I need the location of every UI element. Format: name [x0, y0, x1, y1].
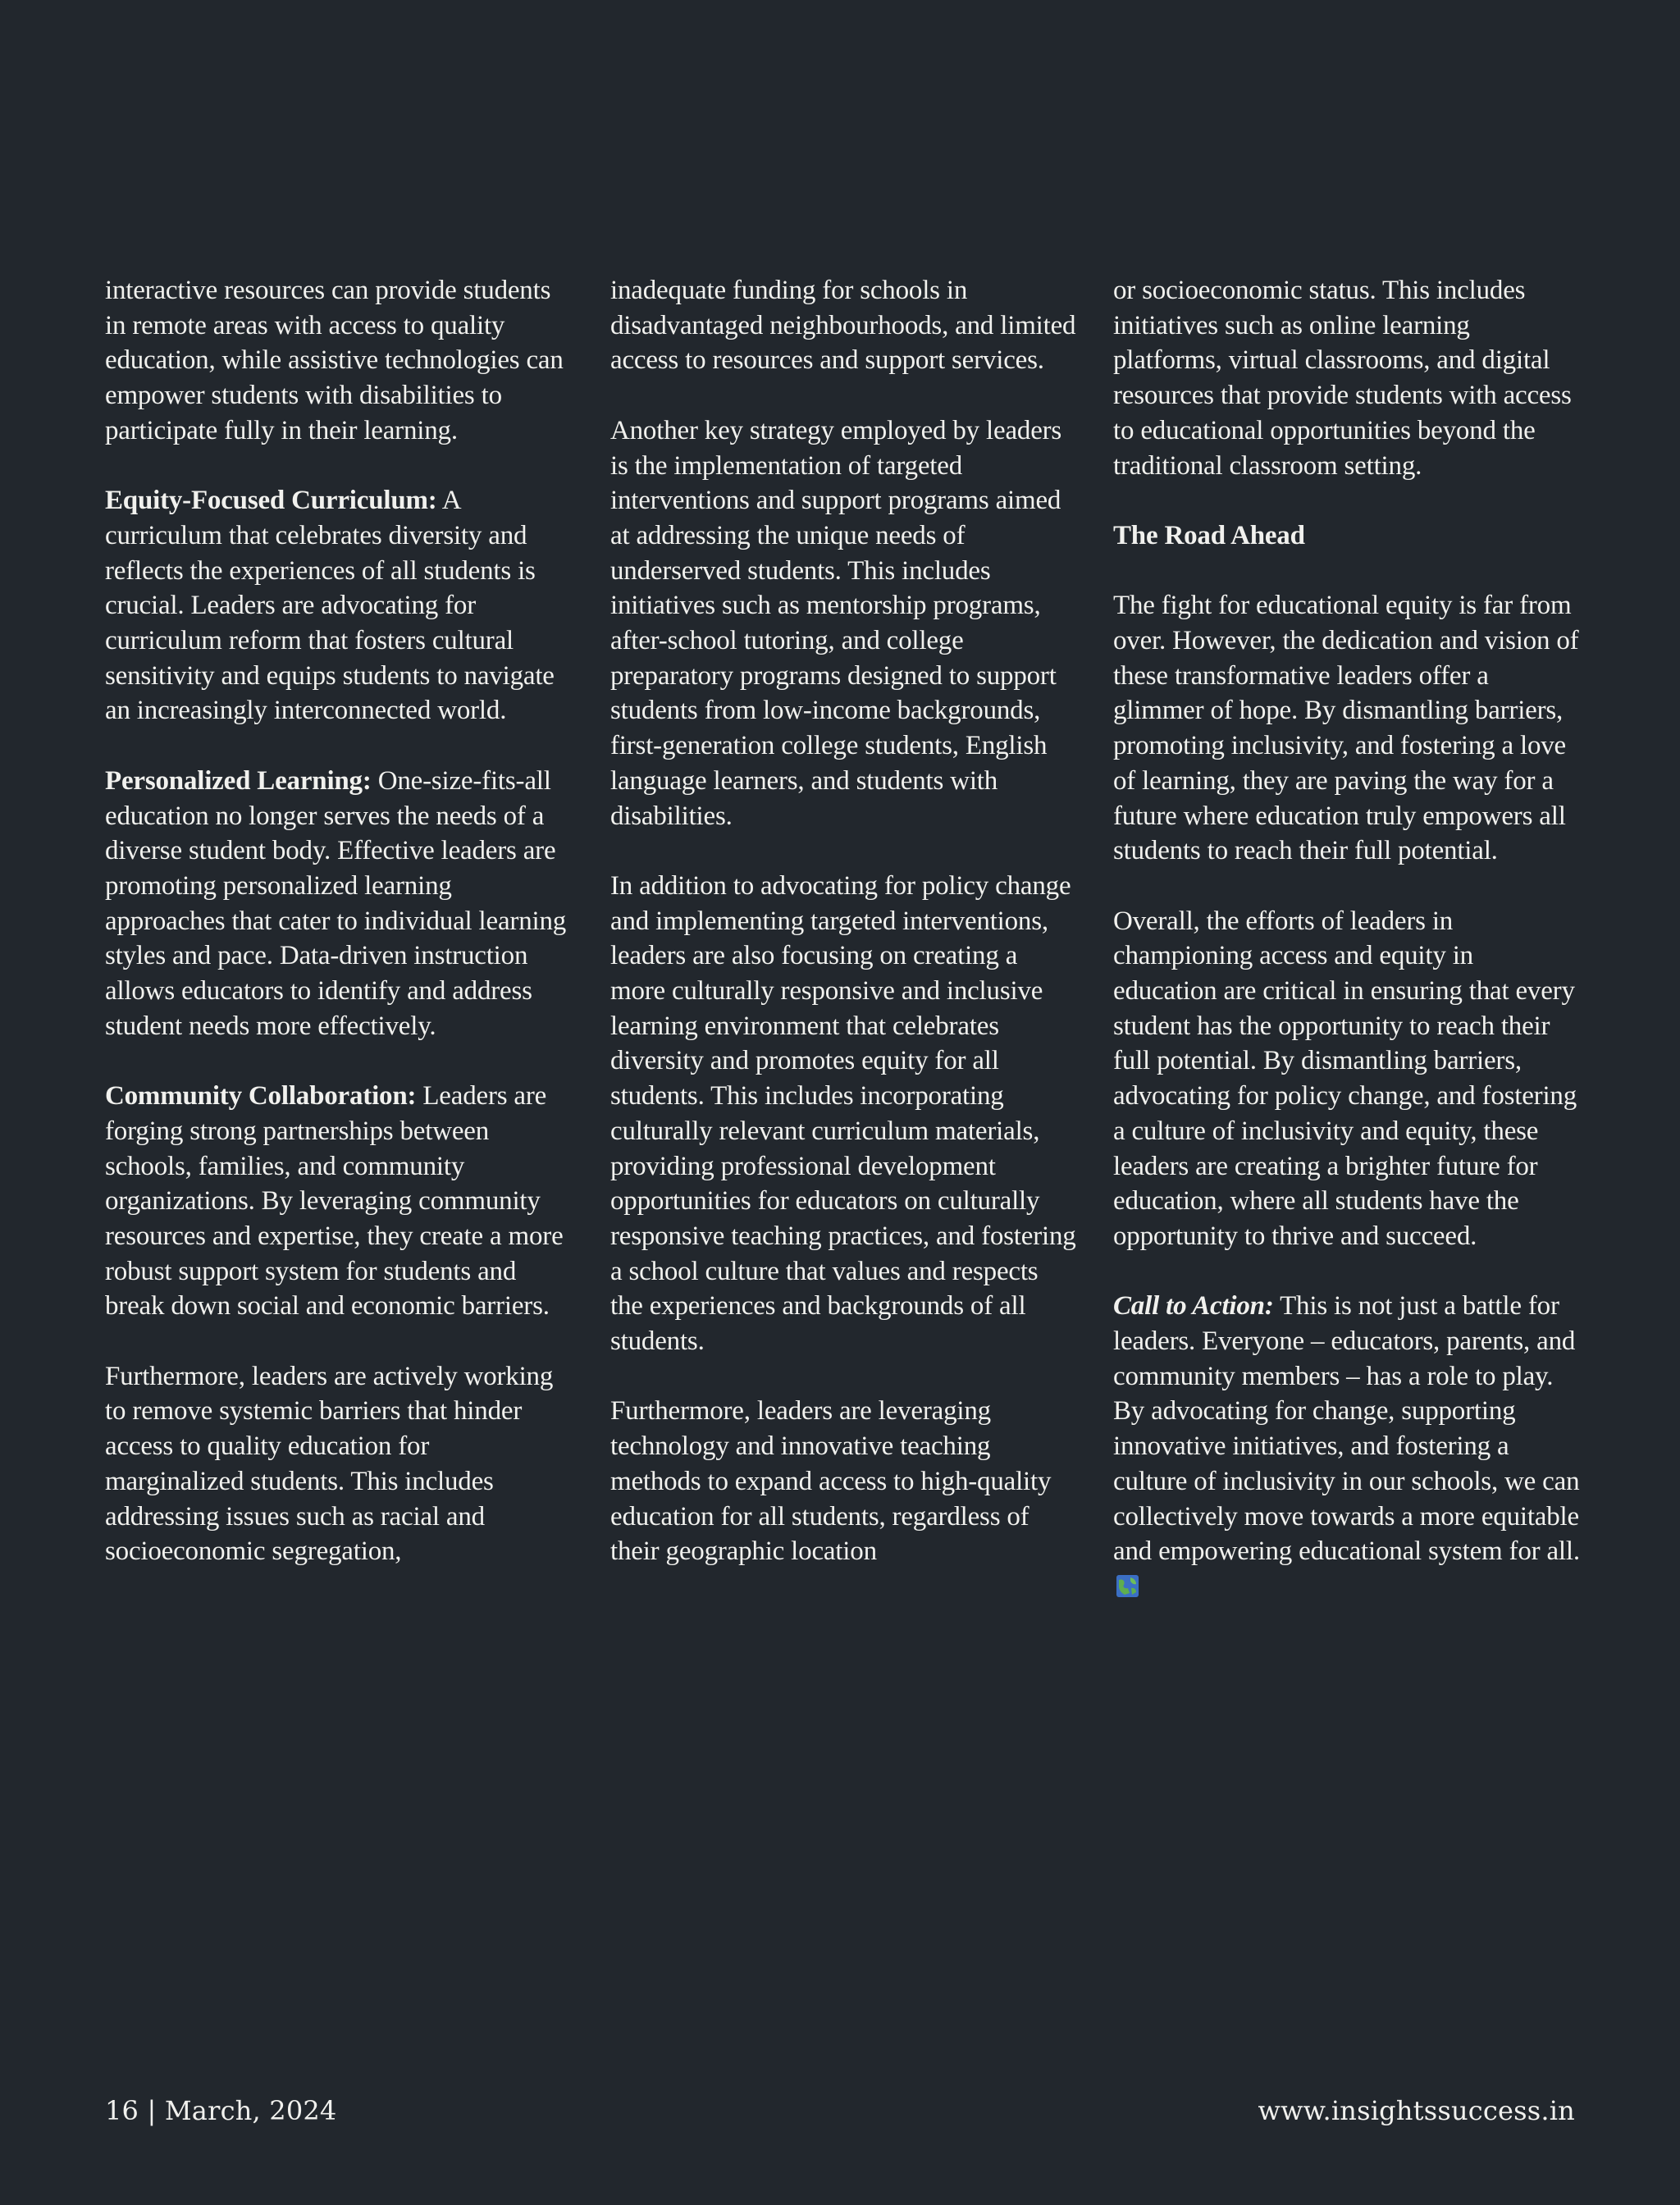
paragraph-body: This is not just a battle for leaders. Everyone – educators, parents, and community members – has a role to play. By advocating for change, supporting innovative initiatives, and fostering a culture of inclusivity in our schools, we can collectively move towards a more equitable and empowering educational system for all.: [1113, 1291, 1580, 1567]
paragraph-lead: Community Collaboration:: [105, 1081, 417, 1112]
paragraph-lead: Equity-Focused Curriculum:: [105, 486, 437, 516]
paragraph: Another key strategy employed by leaders is the implementation of targeted interventions and support programs aimed at addressing the unique needs of underserved students. This includes initiatives such as mentorship programs, after-school tutoring, and college preparatory programs designed to support students from low-income backgrounds, first-generation college students, English language learners, and students with disabilities.: [610, 415, 1062, 831]
paragraph-lead: Call to Action:: [1113, 1291, 1274, 1322]
paragraph: The fight for educational equity is far from over. However, the dedication and vision of these transformative leaders offer a glimmer of hope. By dismantling barriers, promoting inclusivity, and fostering a love of learning, they are paving the way for a future where education truly empowers all students to reach their full potential.: [1113, 591, 1579, 866]
paragraph-equity-curriculum: [105, 483, 573, 728]
paragraph-personalized-learning: [105, 764, 573, 1044]
paragraph-body: Leaders are forging strong partnerships between schools, families, and community organizations. By leveraging community resources and expertise, they create a more robust support system for students and break down social and economic barriers.: [105, 1081, 564, 1322]
paragraph-body: A curriculum that celebrates diversity and reflects the experiences of all students is crucial. Leaders are advocating for curriculum reform that fosters cultural sensitivity and equips students to navigate an increasingly interconnected world.: [105, 486, 555, 726]
paragraph: or socioeconomic status. This includes initiatives such as online learning platforms, virtual classrooms, and digital resources that provide students with access to educational opportunities beyond the traditional classroom setting.: [1113, 276, 1572, 481]
paragraph: In addition to advocating for policy change and implementing targeted interventions, leaders are also focusing on creating a more culturally responsive and inclusive learning environment that celebrates diversity and promotes equity for all students. This includes incorporating culturally relevant curriculum materials, providing professional development opportunities for educators on culturally responsive teaching practices, and fostering a school culture that values and respects the experiences and backgrounds of all students.: [610, 870, 1076, 1357]
paragraph: Furthermore, leaders are actively working to remove systemic barriers that hinder access to quality education for marginalized students. This includes addressing issues such as racial and socioeconomic segregation,: [105, 1361, 554, 1567]
footer-website: www.insightssuccess.in: [1258, 2095, 1575, 2126]
article-column-1: [105, 273, 573, 1605]
paragraph-lead: Personalized Learning:: [105, 765, 372, 796]
article-column-3: [1113, 273, 1582, 1639]
paragraph-call-to-action: [1113, 1289, 1582, 1604]
paragraph: Overall, the efforts of leaders in championing access and equity in education are critical in ensuring that every student has the opportunity to reach their full potential. By dismantling barriers, advocating for policy change, and fostering a culture of inclusivity and equity, these leaders are creating a brighter future for education, where all students have the opportunity to thrive and succeed.: [1113, 906, 1577, 1251]
article-column-2: [610, 273, 1076, 1605]
footer-page-info: 16 | March, 2024: [105, 2095, 337, 2126]
paragraph: inadequate funding for schools in disadvantaged neighbourhoods, and limited access to resources and support services.: [610, 276, 1076, 376]
paragraph-body: One-size-fits-all education no longer serves the needs of a diverse student body. Effective leaders are promoting personalized learning approaches that cater to individual learning styles and pace. Data-driven instruction allows educators to identify and address student needs more effectively.: [105, 765, 567, 1041]
paragraph: interactive resources can provide students in remote areas with access to quality education, while assistive technologies can empower students with disabilities to participate fully in their learning.: [105, 276, 564, 445]
paragraph-community-collaboration: [105, 1079, 573, 1324]
section-heading: The Road Ahead: [1113, 520, 1305, 550]
paragraph: Furthermore, leaders are leveraging technology and innovative teaching methods to expand access to high-quality education for all students, regardless of their geographic location: [610, 1396, 1052, 1567]
earth-globe-icon: [1116, 1572, 1139, 1594]
